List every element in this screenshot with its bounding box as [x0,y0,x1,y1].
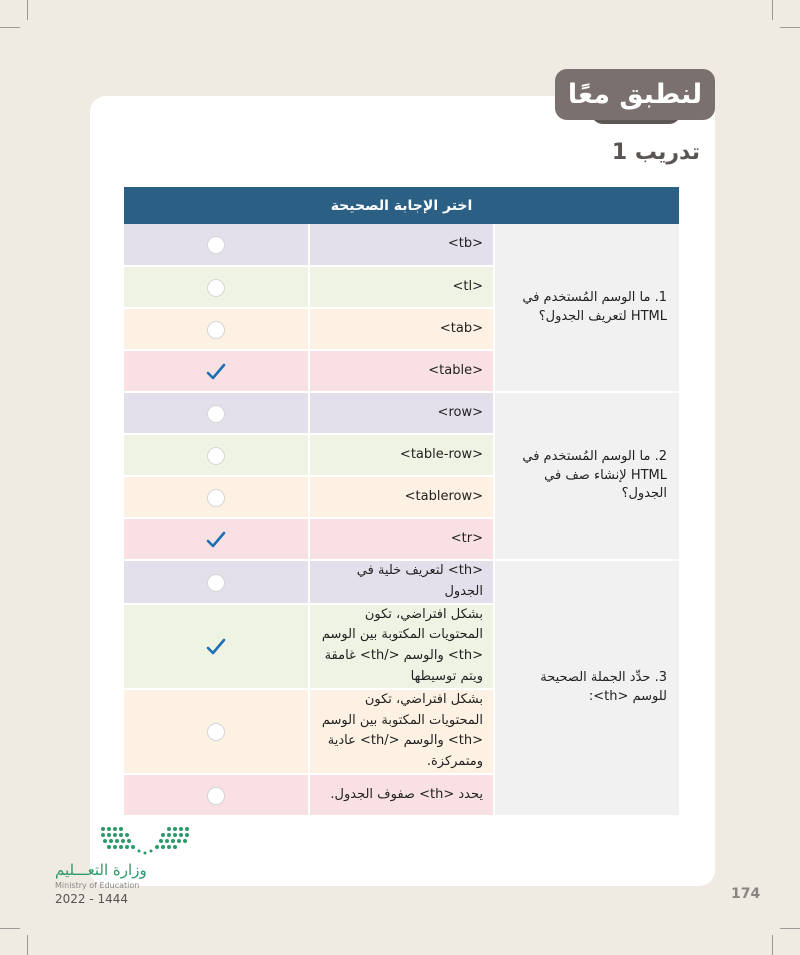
table-row [124,224,679,266]
table-row [124,392,679,434]
answer-choice-cell[interactable] [124,350,309,392]
answer-option: بشكل افتراضي، تكون المحتويات المكتوبة بين الوسم <th> والوسم </th> غامقة ويتم توسيطها [309,604,494,689]
answer-choice-cell[interactable] [124,604,309,689]
answer-option: <table-row> [309,434,494,476]
checkmark-icon [206,363,226,381]
ministry-name-ar: وزارة التعـــليم [55,861,147,879]
checkmark-icon [206,638,226,656]
radio-circle[interactable] [207,236,225,254]
answer-option: يحدد <th> صفوف الجدول. [309,774,494,816]
answer-choice-cell[interactable] [124,518,309,560]
question-text: 2. ما الوسم المُستخدم في HTML لإنشاء صف في الجدول؟ [494,392,679,560]
radio-circle[interactable] [207,405,225,423]
crop-mark [0,928,20,929]
table-header: اختر الإجابة الصحيحة [124,187,679,224]
ministry-name-en: Ministry of Education [55,881,140,890]
question-text: 3. حدِّد الجملة الصحيحة للوسم <th>: [494,560,679,816]
answer-choice-cell[interactable] [124,434,309,476]
ministry-emblem-icon [99,825,191,859]
section-badge: لنطبق معًا [555,69,715,120]
radio-circle[interactable] [207,279,225,297]
answer-option: <tablerow> [309,476,494,518]
answer-choice-cell[interactable] [124,476,309,518]
exercise-title: تدريب 1 [611,140,700,165]
crop-mark [0,27,20,28]
answer-option: <tab> [309,308,494,350]
crop-mark [780,928,800,929]
crop-mark [27,935,28,955]
answer-choice-cell[interactable] [124,224,309,266]
crop-mark [780,27,800,28]
answer-option: <tr> [309,518,494,560]
radio-circle[interactable] [207,574,225,592]
answer-option: <row> [309,392,494,434]
radio-circle[interactable] [207,447,225,465]
answer-choice-cell[interactable] [124,689,309,774]
answer-choice-cell[interactable] [124,308,309,350]
checkmark-icon [206,531,226,549]
crop-mark [772,0,773,20]
answer-choice-cell[interactable] [124,774,309,816]
radio-circle[interactable] [207,723,225,741]
question-text: 1. ما الوسم المُستخدم في HTML لتعريف الجدول؟ [494,224,679,392]
table-row [124,560,679,604]
radio-circle[interactable] [207,321,225,339]
crop-mark [27,0,28,20]
answer-option: <tl> [309,266,494,308]
crop-mark [772,935,773,955]
answer-option: بشكل افتراضي، تكون المحتويات المكتوبة بين الوسم <th> والوسم </th> عادية ومتمركزة. [309,689,494,774]
answer-choice-cell[interactable] [124,560,309,604]
page-number: 174 [731,886,761,902]
ministry-year: 2022 - 1444 [55,892,129,906]
radio-circle[interactable] [207,489,225,507]
answer-choice-cell[interactable] [124,392,309,434]
answer-choice-cell[interactable] [124,266,309,308]
radio-circle[interactable] [207,787,225,805]
answer-option: <table> [309,350,494,392]
answer-option: <tb> [309,224,494,266]
quiz-table [124,187,679,817]
answer-option: <th> لتعريف خلية في الجدول [309,560,494,604]
ministry-logo [55,825,195,906]
